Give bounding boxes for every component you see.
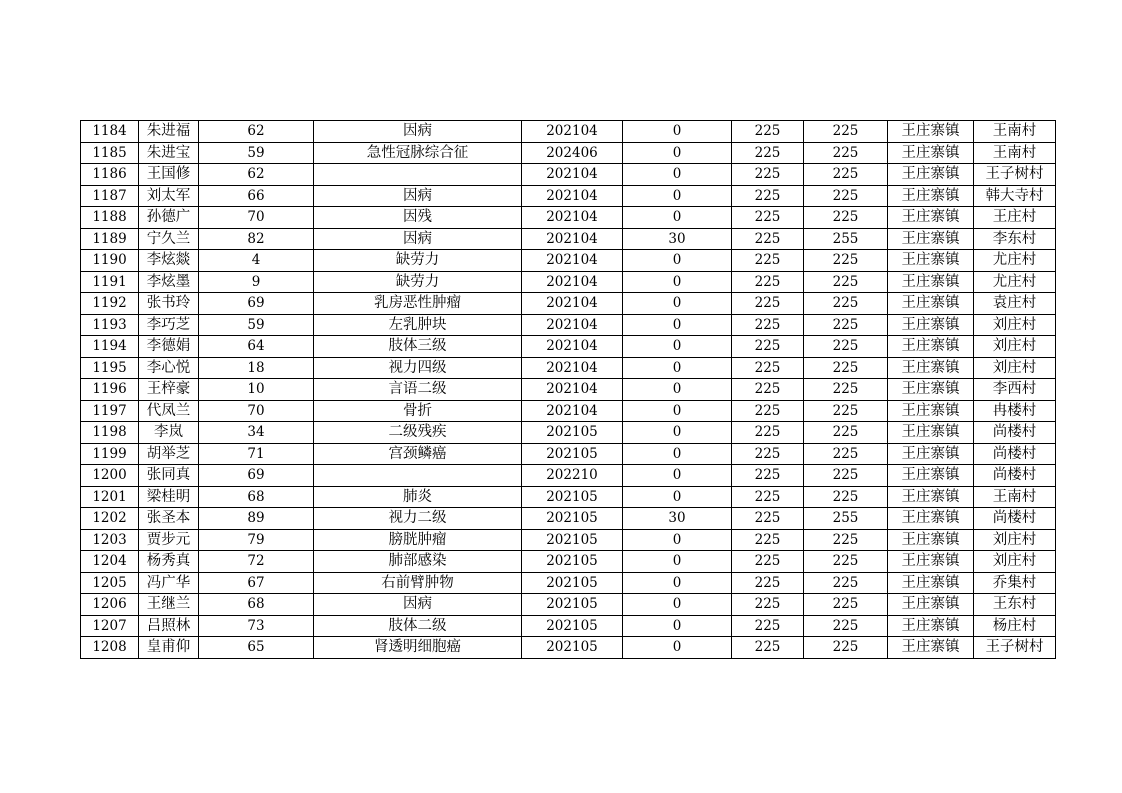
start-month-cell: 202104 [522,314,623,336]
row-number-cell: 1205 [81,572,139,594]
village-cell: 王子树村 [974,164,1056,186]
name-cell: 吕照林 [139,615,199,637]
total-amount-cell: 255 [804,228,888,250]
reason-cell: 肢体三级 [314,336,522,358]
start-month-cell: 202105 [522,615,623,637]
town-cell: 王庄寨镇 [888,465,974,487]
town-cell: 王庄寨镇 [888,551,974,573]
start-month-cell: 202104 [522,228,623,250]
base-amount-cell: 225 [732,379,804,401]
town-cell: 王庄寨镇 [888,529,974,551]
subsidy-cell: 0 [623,250,732,272]
age-cell: 65 [199,637,314,659]
table-row [81,422,1056,444]
row-number-cell: 1186 [81,164,139,186]
start-month-cell: 202105 [522,422,623,444]
row-number-cell: 1198 [81,422,139,444]
name-cell: 王继兰 [139,594,199,616]
village-cell: 尚楼村 [974,443,1056,465]
total-amount-cell: 225 [804,465,888,487]
name-cell: 李炫燚 [139,250,199,272]
name-cell: 李岚 [139,422,199,444]
village-cell: 尚楼村 [974,422,1056,444]
reason-cell: 肢体二级 [314,615,522,637]
subsidy-cell: 0 [623,615,732,637]
total-amount-cell: 255 [804,508,888,530]
town-cell: 王庄寨镇 [888,271,974,293]
name-cell: 王国修 [139,164,199,186]
village-cell: 袁庄村 [974,293,1056,315]
total-amount-cell: 225 [804,379,888,401]
table-row [81,271,1056,293]
name-cell: 朱进宝 [139,142,199,164]
reason-cell: 骨折 [314,400,522,422]
row-number-cell: 1195 [81,357,139,379]
village-cell: 杨庄村 [974,615,1056,637]
table-row [81,551,1056,573]
subsidy-cell: 0 [623,293,732,315]
age-cell: 9 [199,271,314,293]
subsidy-cell: 0 [623,121,732,143]
reason-cell: 视力二级 [314,508,522,530]
total-amount-cell: 225 [804,400,888,422]
reason-cell: 肺部感染 [314,551,522,573]
base-amount-cell: 225 [732,615,804,637]
village-cell: 李西村 [974,379,1056,401]
subsidy-cell: 0 [623,314,732,336]
total-amount-cell: 225 [804,293,888,315]
table-row [81,142,1056,164]
age-cell: 59 [199,314,314,336]
town-cell: 王庄寨镇 [888,121,974,143]
town-cell: 王庄寨镇 [888,637,974,659]
name-cell: 代凤兰 [139,400,199,422]
age-cell: 71 [199,443,314,465]
start-month-cell: 202104 [522,250,623,272]
town-cell: 王庄寨镇 [888,207,974,229]
village-cell: 李东村 [974,228,1056,250]
base-amount-cell: 225 [732,422,804,444]
reason-cell: 乳房恶性肿瘤 [314,293,522,315]
base-amount-cell: 225 [732,551,804,573]
base-amount-cell: 225 [732,336,804,358]
total-amount-cell: 225 [804,594,888,616]
age-cell: 18 [199,357,314,379]
age-cell: 89 [199,508,314,530]
start-month-cell: 202210 [522,465,623,487]
row-number-cell: 1187 [81,185,139,207]
base-amount-cell: 225 [732,314,804,336]
table-body [81,121,1056,659]
base-amount-cell: 225 [732,357,804,379]
row-number-cell: 1203 [81,529,139,551]
start-month-cell: 202105 [522,594,623,616]
base-amount-cell: 225 [732,465,804,487]
town-cell: 王庄寨镇 [888,250,974,272]
age-cell: 69 [199,465,314,487]
reason-cell [314,164,522,186]
table-row [81,637,1056,659]
age-cell: 70 [199,400,314,422]
subsidy-cell: 0 [623,164,732,186]
table-row [81,185,1056,207]
age-cell: 68 [199,594,314,616]
total-amount-cell: 225 [804,121,888,143]
total-amount-cell: 225 [804,164,888,186]
start-month-cell: 202104 [522,164,623,186]
total-amount-cell: 225 [804,336,888,358]
row-number-cell: 1196 [81,379,139,401]
reason-cell: 肺炎 [314,486,522,508]
age-cell: 72 [199,551,314,573]
town-cell: 王庄寨镇 [888,508,974,530]
base-amount-cell: 225 [732,508,804,530]
age-cell: 69 [199,293,314,315]
reason-cell: 膀胱肿瘤 [314,529,522,551]
base-amount-cell: 225 [732,121,804,143]
town-cell: 王庄寨镇 [888,185,974,207]
total-amount-cell: 225 [804,314,888,336]
base-amount-cell: 225 [732,185,804,207]
village-cell: 刘庄村 [974,357,1056,379]
base-amount-cell: 225 [732,572,804,594]
base-amount-cell: 225 [732,529,804,551]
name-cell: 李德娟 [139,336,199,358]
name-cell: 刘太军 [139,185,199,207]
row-number-cell: 1189 [81,228,139,250]
town-cell: 王庄寨镇 [888,594,974,616]
village-cell: 王南村 [974,486,1056,508]
town-cell: 王庄寨镇 [888,357,974,379]
row-number-cell: 1199 [81,443,139,465]
village-cell: 王庄村 [974,207,1056,229]
table-row [81,164,1056,186]
village-cell: 尤庄村 [974,271,1056,293]
base-amount-cell: 225 [732,400,804,422]
base-amount-cell: 225 [732,443,804,465]
village-cell: 刘庄村 [974,314,1056,336]
subsidy-cell: 0 [623,379,732,401]
start-month-cell: 202105 [522,486,623,508]
total-amount-cell: 225 [804,207,888,229]
reason-cell: 二级残疾 [314,422,522,444]
table-row [81,250,1056,272]
start-month-cell: 202104 [522,379,623,401]
age-cell: 62 [199,121,314,143]
village-cell: 王南村 [974,142,1056,164]
reason-cell: 右前臂肿物 [314,572,522,594]
relief-roster-table [80,120,1056,659]
subsidy-cell: 0 [623,637,732,659]
table-row [81,486,1056,508]
row-number-cell: 1208 [81,637,139,659]
base-amount-cell: 225 [732,637,804,659]
subsidy-cell: 0 [623,486,732,508]
row-number-cell: 1193 [81,314,139,336]
row-number-cell: 1204 [81,551,139,573]
total-amount-cell: 225 [804,637,888,659]
age-cell: 67 [199,572,314,594]
village-cell: 王东村 [974,594,1056,616]
start-month-cell: 202105 [522,572,623,594]
row-number-cell: 1188 [81,207,139,229]
start-month-cell: 202104 [522,271,623,293]
age-cell: 68 [199,486,314,508]
start-month-cell: 202104 [522,400,623,422]
town-cell: 王庄寨镇 [888,443,974,465]
name-cell: 王梓豪 [139,379,199,401]
reason-cell: 言语二级 [314,379,522,401]
name-cell: 张圣本 [139,508,199,530]
start-month-cell: 202104 [522,121,623,143]
name-cell: 李巧芝 [139,314,199,336]
reason-cell: 因病 [314,594,522,616]
village-cell: 刘庄村 [974,336,1056,358]
reason-cell: 因病 [314,228,522,250]
total-amount-cell: 225 [804,357,888,379]
start-month-cell: 202104 [522,357,623,379]
start-month-cell: 202105 [522,443,623,465]
start-month-cell: 202104 [522,293,623,315]
town-cell: 王庄寨镇 [888,142,974,164]
town-cell: 王庄寨镇 [888,572,974,594]
name-cell: 贾步元 [139,529,199,551]
reason-cell: 视力四级 [314,357,522,379]
town-cell: 王庄寨镇 [888,336,974,358]
start-month-cell: 202406 [522,142,623,164]
village-cell: 刘庄村 [974,529,1056,551]
table-row [81,228,1056,250]
base-amount-cell: 225 [732,207,804,229]
subsidy-cell: 0 [623,572,732,594]
village-cell: 尚楼村 [974,465,1056,487]
start-month-cell: 202105 [522,551,623,573]
town-cell: 王庄寨镇 [888,422,974,444]
start-month-cell: 202105 [522,508,623,530]
row-number-cell: 1190 [81,250,139,272]
subsidy-cell: 0 [623,207,732,229]
total-amount-cell: 225 [804,615,888,637]
name-cell: 胡举芝 [139,443,199,465]
table-row [81,615,1056,637]
table-row [81,529,1056,551]
row-number-cell: 1200 [81,465,139,487]
town-cell: 王庄寨镇 [888,400,974,422]
start-month-cell: 202104 [522,336,623,358]
table-row [81,336,1056,358]
table-row [81,465,1056,487]
age-cell: 59 [199,142,314,164]
base-amount-cell: 225 [732,594,804,616]
age-cell: 34 [199,422,314,444]
name-cell: 冯广华 [139,572,199,594]
base-amount-cell: 225 [732,271,804,293]
subsidy-cell: 0 [623,594,732,616]
name-cell: 李炫墨 [139,271,199,293]
subsidy-cell: 0 [623,443,732,465]
table-row [81,121,1056,143]
total-amount-cell: 225 [804,142,888,164]
row-number-cell: 1191 [81,271,139,293]
age-cell: 64 [199,336,314,358]
name-cell: 李心悦 [139,357,199,379]
base-amount-cell: 225 [732,164,804,186]
village-cell: 冉楼村 [974,400,1056,422]
town-cell: 王庄寨镇 [888,379,974,401]
table-row [81,572,1056,594]
reason-cell: 宫颈鳞癌 [314,443,522,465]
total-amount-cell: 225 [804,185,888,207]
reason-cell: 因残 [314,207,522,229]
town-cell: 王庄寨镇 [888,486,974,508]
age-cell: 4 [199,250,314,272]
name-cell: 孙德广 [139,207,199,229]
total-amount-cell: 225 [804,529,888,551]
subsidy-cell: 0 [623,185,732,207]
base-amount-cell: 225 [732,142,804,164]
subsidy-cell: 30 [623,228,732,250]
name-cell: 杨秀真 [139,551,199,573]
start-month-cell: 202104 [522,207,623,229]
village-cell: 尚楼村 [974,508,1056,530]
base-amount-cell: 225 [732,250,804,272]
reason-cell: 因病 [314,121,522,143]
base-amount-cell: 225 [732,293,804,315]
row-number-cell: 1201 [81,486,139,508]
total-amount-cell: 225 [804,250,888,272]
town-cell: 王庄寨镇 [888,164,974,186]
subsidy-cell: 0 [623,551,732,573]
village-cell: 刘庄村 [974,551,1056,573]
reason-cell: 左乳肿块 [314,314,522,336]
town-cell: 王庄寨镇 [888,228,974,250]
row-number-cell: 1185 [81,142,139,164]
start-month-cell: 202104 [522,185,623,207]
base-amount-cell: 225 [732,228,804,250]
reason-cell: 缺劳力 [314,250,522,272]
start-month-cell: 202105 [522,637,623,659]
subsidy-cell: 0 [623,465,732,487]
total-amount-cell: 225 [804,271,888,293]
age-cell: 62 [199,164,314,186]
total-amount-cell: 225 [804,572,888,594]
base-amount-cell: 225 [732,486,804,508]
subsidy-cell: 0 [623,422,732,444]
table-row [81,379,1056,401]
table-row [81,443,1056,465]
total-amount-cell: 225 [804,422,888,444]
total-amount-cell: 225 [804,486,888,508]
row-number-cell: 1206 [81,594,139,616]
subsidy-cell: 0 [623,357,732,379]
row-number-cell: 1202 [81,508,139,530]
reason-cell: 因病 [314,185,522,207]
name-cell: 宁久兰 [139,228,199,250]
town-cell: 王庄寨镇 [888,615,974,637]
reason-cell: 急性冠脉综合征 [314,142,522,164]
row-number-cell: 1192 [81,293,139,315]
row-number-cell: 1207 [81,615,139,637]
table-row [81,293,1056,315]
age-cell: 79 [199,529,314,551]
village-cell: 乔集村 [974,572,1056,594]
row-number-cell: 1197 [81,400,139,422]
total-amount-cell: 225 [804,443,888,465]
table-row [81,357,1056,379]
reason-cell: 肾透明细胞癌 [314,637,522,659]
row-number-cell: 1194 [81,336,139,358]
village-cell: 王南村 [974,121,1056,143]
name-cell: 皇甫仰 [139,637,199,659]
age-cell: 66 [199,185,314,207]
town-cell: 王庄寨镇 [888,293,974,315]
name-cell: 张书玲 [139,293,199,315]
table-row [81,314,1056,336]
town-cell: 王庄寨镇 [888,314,974,336]
subsidy-cell: 0 [623,271,732,293]
village-cell: 王子树村 [974,637,1056,659]
table-row [81,400,1056,422]
start-month-cell: 202105 [522,529,623,551]
reason-cell: 缺劳力 [314,271,522,293]
row-number-cell: 1184 [81,121,139,143]
reason-cell [314,465,522,487]
subsidy-cell: 0 [623,336,732,358]
age-cell: 82 [199,228,314,250]
age-cell: 73 [199,615,314,637]
total-amount-cell: 225 [804,551,888,573]
subsidy-cell: 0 [623,400,732,422]
name-cell: 梁桂明 [139,486,199,508]
name-cell: 张同真 [139,465,199,487]
table-row [81,508,1056,530]
age-cell: 10 [199,379,314,401]
name-cell: 朱进福 [139,121,199,143]
subsidy-cell: 0 [623,142,732,164]
village-cell: 韩大寺村 [974,185,1056,207]
table-row [81,594,1056,616]
subsidy-cell: 0 [623,529,732,551]
village-cell: 尤庄村 [974,250,1056,272]
table-row [81,207,1056,229]
subsidy-cell: 30 [623,508,732,530]
age-cell: 70 [199,207,314,229]
